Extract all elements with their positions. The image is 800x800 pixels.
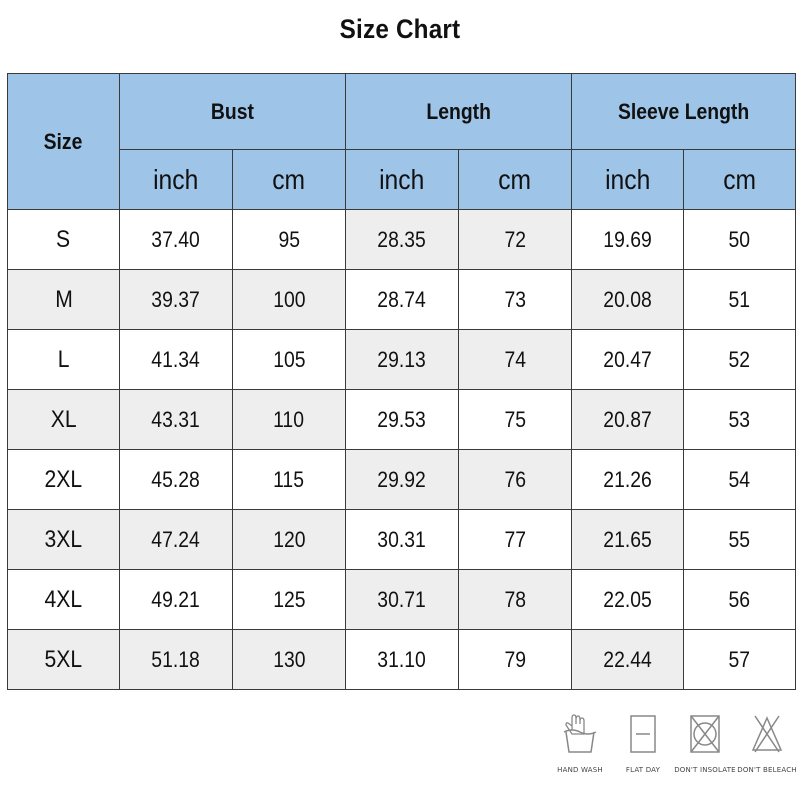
measurement-cell: 22.05 [572,570,684,630]
measurement-cell: 20.47 [572,330,684,390]
size-cell: S [8,210,120,270]
measurement-cell: 76 [459,450,572,510]
size-table [7,73,796,690]
measurement-cell: 50 [684,210,796,270]
measurement-cell: 39.37 [120,270,233,330]
table-row [8,630,796,690]
size-cell: L [8,330,120,390]
measurement-cell: 43.31 [120,390,233,450]
size-cell: M [8,270,120,330]
measurement-cell: 41.34 [120,330,233,390]
unit-header-row [8,150,796,210]
care-label: FLAT DAY [625,766,661,774]
size-cell: 5XL [8,630,120,690]
measurement-cell: 130 [233,630,346,690]
measurement-cell: 115 [233,450,346,510]
table-row [8,330,796,390]
size-cell: XL [8,390,120,450]
group-header-bust: Bust [120,74,346,150]
measurement-cell: 21.26 [572,450,684,510]
page-title: Size Chart [339,14,461,44]
size-cell: 4XL [8,570,120,630]
measurement-cell: 54 [684,450,796,510]
unit-header: inch [120,150,233,210]
measurement-cell: 79 [459,630,572,690]
care-label: DON'T BELEACH [737,766,797,774]
measurement-cell: 19.69 [572,210,684,270]
unit-header: inch [346,150,459,210]
measurement-cell: 77 [459,510,572,570]
care-hand-wash [550,712,610,774]
care-dont-bleach [737,712,797,774]
unit-header: cm [459,150,572,210]
table-row [8,210,796,270]
measurement-cell: 120 [233,510,346,570]
table-row [8,510,796,570]
measurement-cell: 29.13 [346,330,459,390]
measurement-cell: 20.87 [572,390,684,450]
measurement-cell: 105 [233,330,346,390]
table-row [8,270,796,330]
care-label: DON'T INSOLATE [674,766,736,774]
measurement-cell: 72 [459,210,572,270]
measurement-cell: 47.24 [120,510,233,570]
measurement-cell: 30.71 [346,570,459,630]
measurement-cell: 29.53 [346,390,459,450]
table-row [8,390,796,450]
measurement-cell: 21.65 [572,510,684,570]
measurement-cell: 28.74 [346,270,459,330]
measurement-cell: 95 [233,210,346,270]
measurement-cell: 45.28 [120,450,233,510]
measurement-cell: 52 [684,330,796,390]
unit-header: cm [233,150,346,210]
group-header-length: Length [346,74,572,150]
care-label: HAND WASH [557,766,603,774]
measurement-cell: 55 [684,510,796,570]
size-column-header: Size [8,74,120,210]
measurement-cell: 20.08 [572,270,684,330]
measurement-cell: 57 [684,630,796,690]
measurement-cell: 56 [684,570,796,630]
dont-insolate-icon [685,712,725,756]
measurement-cell: 53 [684,390,796,450]
measurement-cell: 29.92 [346,450,459,510]
measurement-cell: 73 [459,270,572,330]
dont-bleach-icon [747,712,787,756]
measurement-cell: 75 [459,390,572,450]
measurement-cell: 51 [684,270,796,330]
size-cell: 2XL [8,450,120,510]
measurement-cell: 28.35 [346,210,459,270]
measurement-cell: 78 [459,570,572,630]
care-flat-dry [613,712,673,774]
hand-wash-icon [560,712,600,756]
care-dont-insolate [675,712,735,774]
measurement-cell: 37.40 [120,210,233,270]
measurement-cell: 31.10 [346,630,459,690]
group-header-sleeve-length: Sleeve Length [572,74,796,150]
measurement-cell: 125 [233,570,346,630]
measurement-cell: 22.44 [572,630,684,690]
measurement-cell: 74 [459,330,572,390]
table-row [8,450,796,510]
table-row [8,570,796,630]
measurement-cell: 30.31 [346,510,459,570]
size-cell: 3XL [8,510,120,570]
measurement-cell: 51.18 [120,630,233,690]
group-header-row [8,74,796,150]
unit-header: inch [572,150,684,210]
measurement-cell: 100 [233,270,346,330]
unit-header: cm [684,150,796,210]
measurement-cell: 49.21 [120,570,233,630]
measurement-cell: 110 [233,390,346,450]
flat-dry-icon [623,712,663,756]
